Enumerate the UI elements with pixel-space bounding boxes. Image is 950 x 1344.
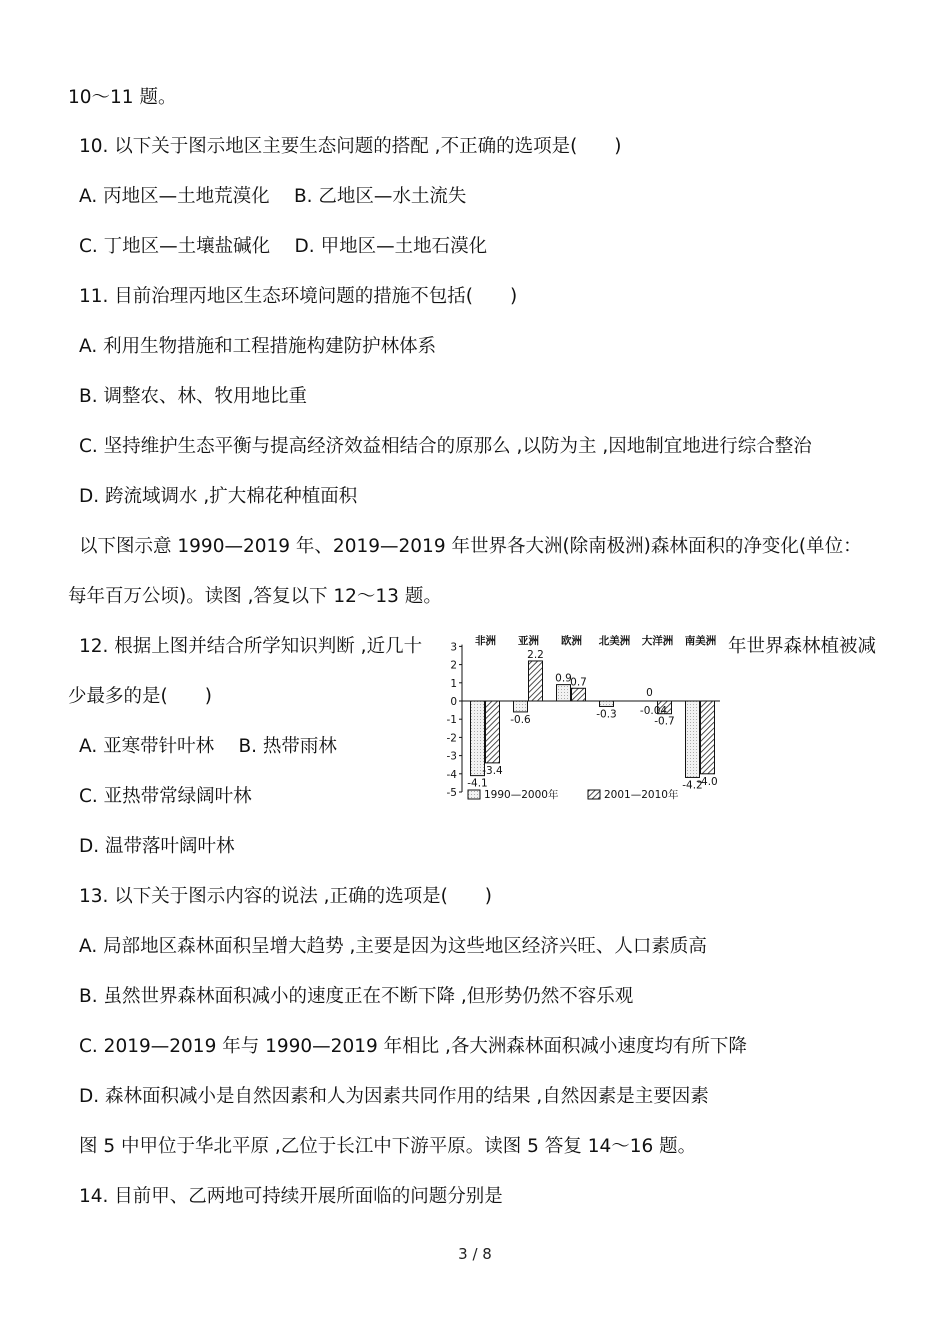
q13-option-c: C. 2019—2019 年与 1990—2019 年相比 ,各大洲森林面积减小速度均有所下降	[79, 1036, 747, 1057]
bar-1990-2000	[686, 701, 700, 777]
bar-2001-2010	[486, 701, 500, 763]
forest-change-chart	[440, 628, 726, 818]
intro-12-13-cont: 每年百万公顷)。读图 ,答复以下 12～13 题。	[68, 586, 442, 607]
y-tick-label: 2	[450, 659, 457, 672]
y-tick-label: -2	[446, 732, 457, 745]
data-label: 2.2	[527, 648, 544, 661]
legend-label: 1990—2000年	[484, 789, 559, 801]
question-12: 12. 根据上图并结合所学知识判断 ,近几十	[79, 636, 423, 657]
q13-option-a: A. 局部地区森林面积呈增大趋势 ,主要是因为这些地区经济兴旺、人口素质高	[79, 936, 707, 957]
q12-options-ab: A. 亚寒带针叶林 B. 热带雨林	[79, 736, 337, 757]
category-label: 亚洲	[518, 635, 539, 647]
question-11: 11. 目前治理丙地区生态环境问题的措施不包括( )	[79, 286, 518, 307]
q11-option-a: A. 利用生物措施和工程措施构建防护林体系	[79, 336, 437, 357]
data-label: -4.2	[682, 779, 703, 792]
question-10: 10. 以下关于图示地区主要生态问题的搭配 ,不正确的选项是( )	[79, 136, 622, 157]
y-tick-label: 3	[450, 641, 457, 654]
category-label: 南美洲	[684, 635, 717, 647]
q13-option-d: D. 森林面积减小是自然因素和人为因素共同作用的结果 ,自然因素是主要因素	[79, 1086, 709, 1107]
y-tick-label: -3	[446, 750, 457, 763]
text-line: 10～11 题。	[68, 87, 177, 108]
q12-option-d: D. 温带落叶阔叶林	[79, 836, 235, 857]
y-tick-label: -4	[446, 768, 457, 781]
q10-options-cd: C. 丁地区—土壤盐碱化 D. 甲地区—土地石漠化	[79, 236, 488, 257]
question-12-right: 年世界森林植被减	[728, 636, 877, 657]
data-label: -0.6	[510, 713, 531, 726]
data-label: -0.04	[639, 705, 668, 717]
bar-1990-2000	[514, 701, 528, 712]
category-label: 大洋洲	[641, 635, 674, 647]
q11-option-b: B. 调整农、林、牧用地比重	[79, 386, 307, 407]
data-label: -0.3	[596, 708, 617, 721]
data-label: -4.1	[467, 777, 488, 790]
category-label: 欧洲	[561, 635, 582, 647]
data-label: 0	[646, 687, 653, 699]
question-14: 14. 目前甲、乙两地可持续开展所面临的问题分别是	[79, 1186, 503, 1207]
q11-option-c: C. 坚持维护生态平衡与提高经济效益相结合的原那么 ,以防为主 ,因地制宜地进行综合整治	[79, 436, 812, 457]
data-label: 0.7	[570, 676, 587, 689]
category-label: 北美洲	[598, 635, 631, 647]
legend-swatch-1990-2000	[468, 790, 480, 799]
q12-option-c: C. 亚热带常绿阔叶林	[79, 786, 252, 807]
bar-2001-2010	[529, 661, 543, 701]
intro-12-13: 以下图示意 1990—2019 年、2019—2019 年世界各大洲(除南极洲)森林面积的净变化(单位：	[79, 536, 862, 557]
q11-option-d: D. 跨流域调水 ,扩大棉花种植面积	[79, 486, 358, 507]
bar-2001-2010	[701, 701, 715, 774]
y-tick-label: 0	[450, 696, 457, 708]
y-tick-label: 1	[450, 677, 457, 690]
data-label: -3.4	[482, 764, 503, 777]
intro-14-16: 图 5 中甲位于华北平原 ,乙位于长江中下游平原。读图 5 答复 14～16 题。	[79, 1136, 697, 1157]
data-label: 0.9	[555, 672, 572, 685]
data-label: -0.7	[654, 715, 675, 728]
q10-options-ab: A. 丙地区—土地荒漠化 B. 乙地区—水土流失	[79, 186, 467, 207]
data-label: -4.0	[697, 775, 718, 788]
bar-2001-2010	[572, 688, 586, 701]
question-13: 13. 以下关于图示内容的说法 ,正确的选项是( )	[79, 886, 492, 907]
question-12-cont: 少最多的是( )	[68, 686, 212, 707]
q13-option-b: B. 虽然世界森林面积减小的速度正在不断下降 ,但形势仍然不容乐观	[79, 986, 634, 1007]
y-tick-label: -5	[446, 787, 457, 799]
legend-swatch-2001-2010	[588, 790, 600, 799]
legend-label: 2001—2010年	[604, 789, 679, 801]
category-label: 非洲	[475, 635, 496, 647]
bar-1990-2000	[557, 685, 571, 701]
y-tick-label: -1	[446, 714, 457, 727]
bar-1990-2000	[600, 701, 614, 706]
page-number: 3 / 8	[458, 1245, 492, 1263]
